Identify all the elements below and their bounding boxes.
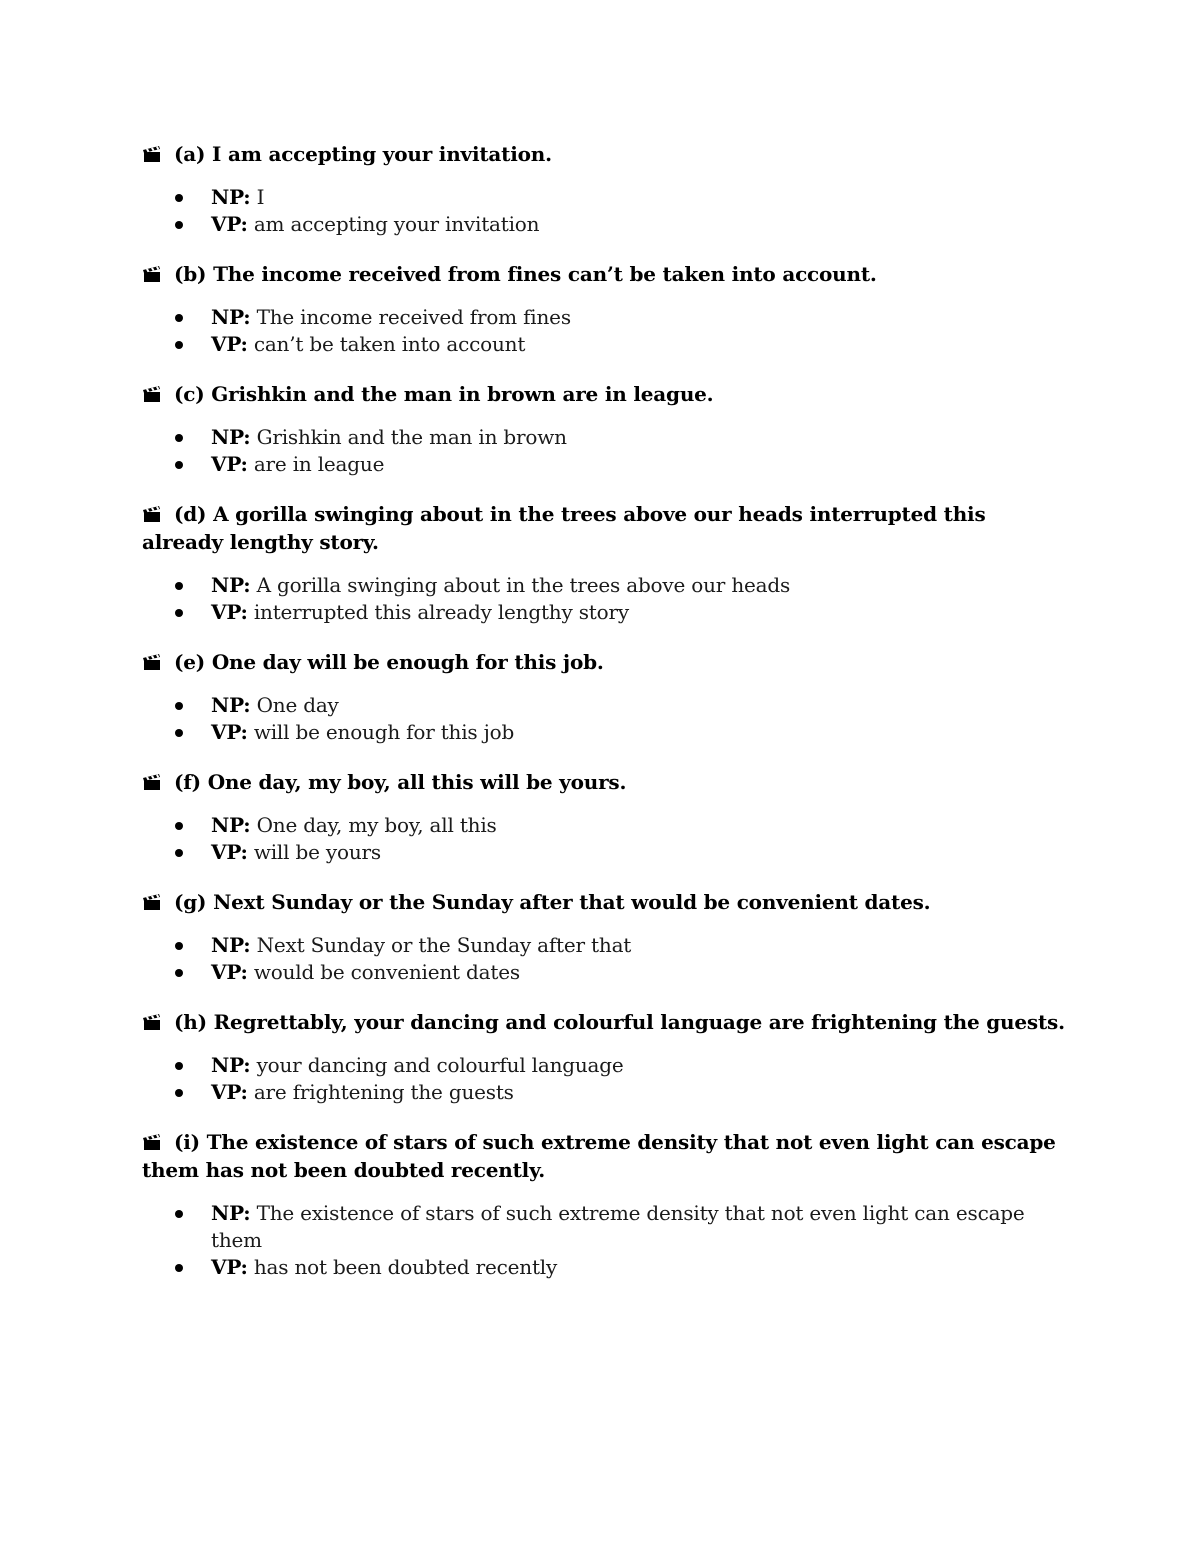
exercise-sentence bbox=[142, 768, 1072, 796]
clapperboard-icon bbox=[142, 145, 162, 163]
sentence-text: (d) A gorilla swinging about in the trees above our heads interrupted this already lengthy story. bbox=[142, 502, 986, 554]
np-value: I bbox=[256, 185, 265, 209]
np-label: NP: bbox=[211, 305, 251, 329]
clapperboard-icon bbox=[142, 653, 162, 671]
bullet-icon bbox=[175, 461, 183, 469]
list-item-np bbox=[142, 304, 1072, 331]
sentence-text: (a) I am accepting your invitation. bbox=[174, 142, 552, 166]
list-item-vp bbox=[142, 211, 1072, 238]
exercise-sentence bbox=[142, 1008, 1072, 1036]
bullet-icon bbox=[175, 221, 183, 229]
np-label: NP: bbox=[211, 813, 251, 837]
np-value: Next Sunday or the Sunday after that bbox=[256, 933, 632, 957]
clapperboard-icon bbox=[142, 1013, 162, 1031]
np-label: NP: bbox=[211, 185, 251, 209]
vp-value: are frightening the guests bbox=[253, 1080, 514, 1104]
answer-list bbox=[142, 572, 1072, 626]
answer-list bbox=[142, 812, 1072, 866]
exercise-item bbox=[142, 888, 1072, 986]
bullet-icon bbox=[175, 849, 183, 857]
sentence-text: (f) One day, my boy, all this will be yours. bbox=[174, 770, 627, 794]
clapperboard-icon bbox=[142, 505, 162, 523]
bullet-icon bbox=[175, 341, 183, 349]
list-item-np bbox=[142, 932, 1072, 959]
np-label: NP: bbox=[211, 573, 251, 597]
bullet-icon bbox=[175, 1089, 183, 1097]
exercise-item bbox=[142, 140, 1072, 238]
sentence-text: (b) The income received from fines can’t be taken into account. bbox=[174, 262, 877, 286]
list-item-np bbox=[142, 572, 1072, 599]
np-value: A gorilla swinging about in the trees above our heads bbox=[256, 573, 791, 597]
sentence-text: (h) Regrettably, your dancing and colourful language are frightening the guests. bbox=[174, 1010, 1065, 1034]
bullet-icon bbox=[175, 702, 183, 710]
exercise-item bbox=[142, 260, 1072, 358]
exercise-item bbox=[142, 500, 1072, 626]
bullet-icon bbox=[175, 609, 183, 617]
vp-label: VP: bbox=[211, 1255, 248, 1279]
vp-value: has not been doubted recently bbox=[253, 1255, 558, 1279]
np-label: NP: bbox=[211, 693, 251, 717]
exercise-item bbox=[142, 768, 1072, 866]
list-item-np bbox=[142, 424, 1072, 451]
exercise-item bbox=[142, 648, 1072, 746]
list-item-vp bbox=[142, 719, 1072, 746]
list-item-vp bbox=[142, 839, 1072, 866]
list-item-np bbox=[142, 184, 1072, 211]
vp-label: VP: bbox=[211, 600, 248, 624]
np-label: NP: bbox=[211, 425, 251, 449]
vp-label: VP: bbox=[211, 332, 248, 356]
answer-list bbox=[142, 932, 1072, 986]
clapperboard-icon bbox=[142, 773, 162, 791]
list-item-vp bbox=[142, 1079, 1072, 1106]
sentence-text: (e) One day will be enough for this job. bbox=[174, 650, 604, 674]
list-item-np bbox=[142, 1052, 1072, 1079]
exercise-item bbox=[142, 1008, 1072, 1106]
bullet-icon bbox=[175, 729, 183, 737]
vp-value: are in league bbox=[253, 452, 385, 476]
vp-value: interrupted this already lengthy story bbox=[253, 600, 629, 624]
list-item-vp bbox=[142, 1254, 1072, 1281]
np-value: your dancing and colourful language bbox=[256, 1053, 624, 1077]
np-value: Grishkin and the man in brown bbox=[256, 425, 567, 449]
bullet-icon bbox=[175, 942, 183, 950]
np-label: NP: bbox=[211, 933, 251, 957]
vp-label: VP: bbox=[211, 212, 248, 236]
exercise-item bbox=[142, 1128, 1072, 1281]
answer-list bbox=[142, 1052, 1072, 1106]
bullet-icon bbox=[175, 1062, 183, 1070]
vp-value: will be enough for this job bbox=[253, 720, 515, 744]
bullet-icon bbox=[175, 582, 183, 590]
list-item-np bbox=[142, 1200, 1072, 1254]
exercise-sentence bbox=[142, 648, 1072, 676]
vp-value: can’t be taken into account bbox=[253, 332, 526, 356]
list-item-np bbox=[142, 812, 1072, 839]
exercise-sentence bbox=[142, 260, 1072, 288]
vp-label: VP: bbox=[211, 840, 248, 864]
answer-list bbox=[142, 304, 1072, 358]
bullet-icon bbox=[175, 194, 183, 202]
bullet-icon bbox=[175, 822, 183, 830]
list-item-vp bbox=[142, 959, 1072, 986]
sentence-text: (i) The existence of stars of such extreme density that not even light can escape them has not been doubted recently. bbox=[142, 1130, 1056, 1182]
clapperboard-icon bbox=[142, 893, 162, 911]
list-item-vp bbox=[142, 599, 1072, 626]
bullet-icon bbox=[175, 314, 183, 322]
np-label: NP: bbox=[211, 1053, 251, 1077]
exercise-item bbox=[142, 380, 1072, 478]
bullet-icon bbox=[175, 969, 183, 977]
exercise-sentence bbox=[142, 140, 1072, 168]
list-item-np bbox=[142, 692, 1072, 719]
answer-list bbox=[142, 692, 1072, 746]
bullet-icon bbox=[175, 1210, 183, 1218]
answer-list bbox=[142, 424, 1072, 478]
exercise-sentence bbox=[142, 1128, 1072, 1184]
list-item-vp bbox=[142, 331, 1072, 358]
document-page bbox=[142, 140, 1072, 1303]
np-label: NP: bbox=[211, 1201, 251, 1225]
clapperboard-icon bbox=[142, 265, 162, 283]
vp-label: VP: bbox=[211, 960, 248, 984]
np-value: The existence of stars of such extreme density that not even light can escape them bbox=[211, 1201, 1025, 1252]
exercise-sentence bbox=[142, 380, 1072, 408]
sentence-text: (c) Grishkin and the man in brown are in league. bbox=[174, 382, 714, 406]
vp-label: VP: bbox=[211, 1080, 248, 1104]
np-value: One day bbox=[256, 693, 339, 717]
bullet-icon bbox=[175, 434, 183, 442]
exercise-sentence bbox=[142, 888, 1072, 916]
list-item-vp bbox=[142, 451, 1072, 478]
answer-list bbox=[142, 184, 1072, 238]
vp-value: am accepting your invitation bbox=[253, 212, 540, 236]
np-value: One day, my boy, all this bbox=[256, 813, 497, 837]
bullet-icon bbox=[175, 1264, 183, 1272]
sentence-text: (g) Next Sunday or the Sunday after that would be convenient dates. bbox=[174, 890, 931, 914]
vp-value: would be convenient dates bbox=[253, 960, 520, 984]
vp-label: VP: bbox=[211, 452, 248, 476]
vp-value: will be yours bbox=[253, 840, 381, 864]
clapperboard-icon bbox=[142, 1133, 162, 1151]
answer-list bbox=[142, 1200, 1072, 1281]
clapperboard-icon bbox=[142, 385, 162, 403]
exercise-sentence bbox=[142, 500, 1072, 556]
np-value: The income received from fines bbox=[256, 305, 571, 329]
vp-label: VP: bbox=[211, 720, 248, 744]
